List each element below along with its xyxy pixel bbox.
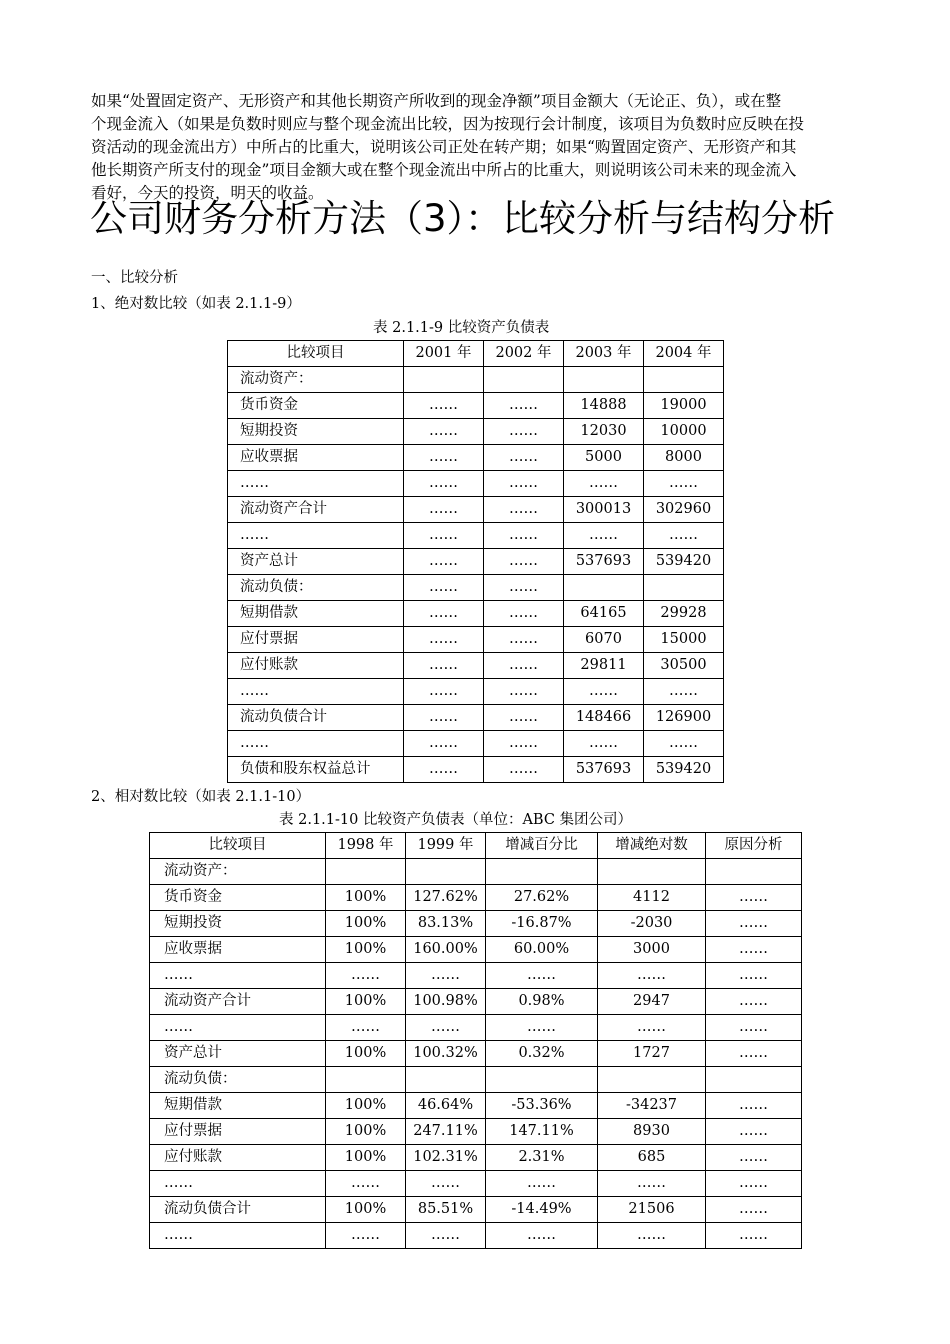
table-row [228,523,724,549]
table-row [150,885,802,911]
table-cell: …… [598,1223,706,1249]
table-caption: 表 2.1.1-10 比较资产负债表（单位：ABC 集团公司） [279,812,633,828]
table-cell [486,859,598,885]
subsection-heading: 2、相对数比较（如表 2.1.1-10） [91,789,311,805]
table-cell [484,367,564,393]
table-cell: 46.64% [406,1093,486,1119]
table-cell: …… [484,705,564,731]
table-cell: 100% [326,937,406,963]
table-cell: …… [406,963,486,989]
column-header: 2002 年 [484,341,564,367]
table-cell: 685 [598,1145,706,1171]
column-header: 2003 年 [564,341,644,367]
table-cell: …… [598,963,706,989]
section-heading: 一、比较分析 [91,270,178,286]
table-cell: …… [486,1171,598,1197]
table-row [150,1197,802,1223]
table-cell: 29811 [564,653,644,679]
table-cell: …… [486,963,598,989]
table-caption: 表 2.1.1-9 比较资产负债表 [373,320,550,336]
row-label: 应付账款 [228,653,404,679]
table-row [228,445,724,471]
row-label: 短期投资 [228,419,404,445]
table-cell: …… [484,627,564,653]
table-cell: …… [706,1093,802,1119]
table-cell: …… [706,1197,802,1223]
table-cell: …… [326,1171,406,1197]
table-cell: …… [404,705,484,731]
table-cell: …… [326,1223,406,1249]
intro-paragraph [91,90,863,205]
table-row [228,679,724,705]
table-cell: …… [484,601,564,627]
subsection-heading: 1、绝对数比较（如表 2.1.1-9） [91,296,301,312]
table-cell: …… [486,1223,598,1249]
table-cell [644,367,724,393]
table-cell: …… [404,731,484,757]
table-cell: …… [644,731,724,757]
table-cell: 14888 [564,393,644,419]
row-label: 短期借款 [150,1093,326,1119]
table-row [150,1145,802,1171]
column-header: 2004 年 [644,341,724,367]
row-label: 货币资金 [228,393,404,419]
table-cell [326,1067,406,1093]
row-label: 流动负债： [150,1067,326,1093]
table-row [150,963,802,989]
table-cell: …… [484,731,564,757]
table-cell: 100.32% [406,1041,486,1067]
table-cell: 2947 [598,989,706,1015]
column-header: 1998 年 [326,833,406,859]
table-cell: …… [486,1015,598,1041]
table-cell: -53.36% [486,1093,598,1119]
table-cell: …… [598,1171,706,1197]
row-label: 流动负债： [228,575,404,601]
row-label: 流动资产： [150,859,326,885]
table-row [228,757,724,783]
table-row [150,859,802,885]
table-cell: 12030 [564,419,644,445]
row-label: 短期借款 [228,601,404,627]
table-cell [406,859,486,885]
table-cell: …… [404,653,484,679]
table-cell [706,1067,802,1093]
table-row [228,367,724,393]
table-row [228,549,724,575]
table-cell: …… [484,653,564,679]
column-header: 比较项目 [228,341,404,367]
table-cell: 5000 [564,445,644,471]
table-cell: 2.31% [486,1145,598,1171]
table-cell: 0.32% [486,1041,598,1067]
table-cell: …… [326,963,406,989]
table-cell: 83.13% [406,911,486,937]
table-cell: 147.11% [486,1119,598,1145]
table-cell [406,1067,486,1093]
row-label: 流动资产合计 [228,497,404,523]
row-label: …… [150,1015,326,1041]
table-cell: …… [404,445,484,471]
column-header: 增减百分比 [486,833,598,859]
row-label: 负债和股东权益总计 [228,757,404,783]
table-cell: 100% [326,1145,406,1171]
table-cell: 3000 [598,937,706,963]
table-cell: 60.00% [486,937,598,963]
column-header: 1999 年 [406,833,486,859]
table-cell: …… [644,471,724,497]
table-cell: …… [484,575,564,601]
table-cell: 148466 [564,705,644,731]
column-header: 比较项目 [150,833,326,859]
table-cell: …… [484,419,564,445]
row-label: 流动资产： [228,367,404,393]
header-row [150,833,802,859]
table-row [150,937,802,963]
table-cell: 100% [326,911,406,937]
table-cell: …… [598,1015,706,1041]
table-cell: …… [564,679,644,705]
table-cell: 29928 [644,601,724,627]
table-cell: …… [406,1171,486,1197]
table-cell: 100% [326,989,406,1015]
table-row [150,1119,802,1145]
table-cell [564,367,644,393]
table-cell: …… [484,497,564,523]
column-header: 增减绝对数 [598,833,706,859]
table-cell: 6070 [564,627,644,653]
table-cell [706,859,802,885]
table-cell: 0.98% [486,989,598,1015]
table-row [228,575,724,601]
table-cell: -14.49% [486,1197,598,1223]
table-row [228,627,724,653]
row-label: …… [228,471,404,497]
table-cell: …… [404,497,484,523]
table-row [228,653,724,679]
row-label: …… [228,523,404,549]
table-cell: 127.62% [406,885,486,911]
table-cell: …… [484,679,564,705]
row-label: 短期投资 [150,911,326,937]
intro-line: 个现金流入（如果是负数时则应与整个现金流出比较，因为按现行会计制度，该项目为负数时应反映在投 [91,115,805,133]
page-title: 公司财务分析方法（3）：比较分析与结构分析 [90,197,836,240]
intro-line: 如果“处置固定资产、无形资产和其他长期资产所收到的现金净额”项目金额大（无论正、负），或在整 [91,92,782,110]
table-cell: …… [404,679,484,705]
table-cell: …… [706,989,802,1015]
table-cell: …… [706,1171,802,1197]
table-cell: …… [706,911,802,937]
table-row [228,601,724,627]
row-label: 货币资金 [150,885,326,911]
table-cell: …… [706,885,802,911]
row-label: 流动负债合计 [150,1197,326,1223]
row-label: …… [228,731,404,757]
table-cell: …… [706,963,802,989]
table-cell: 539420 [644,549,724,575]
intro-line: 看好，今天的投资，明天的收益。 [91,184,324,202]
table-cell [564,575,644,601]
table-cell: 8000 [644,445,724,471]
row-label: 流动负债合计 [228,705,404,731]
table-cell: 100% [326,1119,406,1145]
table-cell [598,1067,706,1093]
table-cell: …… [564,523,644,549]
row-label: 资产总计 [228,549,404,575]
table-cell: …… [484,523,564,549]
balance-sheet-table-relative [149,832,802,1249]
table-cell: 302960 [644,497,724,523]
table-cell: 4112 [598,885,706,911]
table-row [150,1041,802,1067]
table-cell: …… [404,627,484,653]
table-cell: 537693 [564,549,644,575]
table-cell: 100% [326,1197,406,1223]
table-cell: …… [406,1223,486,1249]
table-row [228,419,724,445]
table-cell: …… [706,1119,802,1145]
table-cell: 19000 [644,393,724,419]
table-cell: 27.62% [486,885,598,911]
table-cell: …… [326,1015,406,1041]
table-cell: …… [406,1015,486,1041]
table-cell: 102.31% [406,1145,486,1171]
table-cell: 100.98% [406,989,486,1015]
table-cell: 247.11% [406,1119,486,1145]
table-cell: …… [404,523,484,549]
table-cell [404,367,484,393]
balance-sheet-table-absolute [227,340,724,783]
column-header: 原因分析 [706,833,802,859]
header-row [228,341,724,367]
table-row [228,497,724,523]
table-cell: 100% [326,885,406,911]
table-cell: -2030 [598,911,706,937]
table-cell: …… [706,937,802,963]
table-cell: 64165 [564,601,644,627]
table-cell: 30500 [644,653,724,679]
table-cell: …… [706,1041,802,1067]
table-cell: -34237 [598,1093,706,1119]
table-cell: 100% [326,1093,406,1119]
table-cell: …… [404,757,484,783]
table-cell: 539420 [644,757,724,783]
intro-line: 他长期资产所支付的现金”项目金额大或在整个现金流出中所占的比重大，则说明该公司未来的现金流入 [91,161,797,179]
table-cell: …… [706,1223,802,1249]
row-label: 应收票据 [150,937,326,963]
table-cell: 160.00% [406,937,486,963]
table-cell: …… [644,679,724,705]
table-row [150,1223,802,1249]
table-cell: 100% [326,1041,406,1067]
table-cell: …… [564,731,644,757]
table-row [150,911,802,937]
table-cell: -16.87% [486,911,598,937]
table-row [228,471,724,497]
table-cell: …… [564,471,644,497]
row-label: 应收票据 [228,445,404,471]
row-label: …… [150,1223,326,1249]
table-row [150,989,802,1015]
column-header: 2001 年 [404,341,484,367]
table-row [150,1093,802,1119]
row-label: 应付账款 [150,1145,326,1171]
table-row [228,393,724,419]
table-row [228,705,724,731]
row-label: 资产总计 [150,1041,326,1067]
table-cell: …… [484,549,564,575]
table-cell: …… [404,471,484,497]
table-cell [598,859,706,885]
row-label: 应付票据 [228,627,404,653]
table-cell: …… [404,419,484,445]
table-cell: 300013 [564,497,644,523]
table-cell: …… [484,393,564,419]
table-cell: …… [484,445,564,471]
table-cell: …… [706,1015,802,1041]
table-cell: …… [484,471,564,497]
table-cell: 8930 [598,1119,706,1145]
row-label: …… [150,1171,326,1197]
table-cell: 10000 [644,419,724,445]
table-row [228,731,724,757]
row-label: …… [150,963,326,989]
table-cell: …… [404,601,484,627]
table-row [150,1067,802,1093]
row-label: 流动资产合计 [150,989,326,1015]
table-row [150,1171,802,1197]
table-cell: 85.51% [406,1197,486,1223]
table-cell: …… [404,393,484,419]
table-cell [326,859,406,885]
table-cell: …… [706,1145,802,1171]
table-cell [486,1067,598,1093]
table-cell: 15000 [644,627,724,653]
table-cell: …… [404,549,484,575]
table-cell: 21506 [598,1197,706,1223]
table-cell: …… [644,523,724,549]
row-label: 应付票据 [150,1119,326,1145]
table-row [150,1015,802,1041]
table-cell: …… [404,575,484,601]
table-cell [644,575,724,601]
table-cell: 126900 [644,705,724,731]
intro-line: 资活动的现金流出方）中所占的比重大，说明该公司正处在转产期；如果“购置固定资产、无形资产和其 [91,138,797,156]
table-cell: 537693 [564,757,644,783]
table-cell: …… [484,757,564,783]
row-label: …… [228,679,404,705]
table-cell: 1727 [598,1041,706,1067]
